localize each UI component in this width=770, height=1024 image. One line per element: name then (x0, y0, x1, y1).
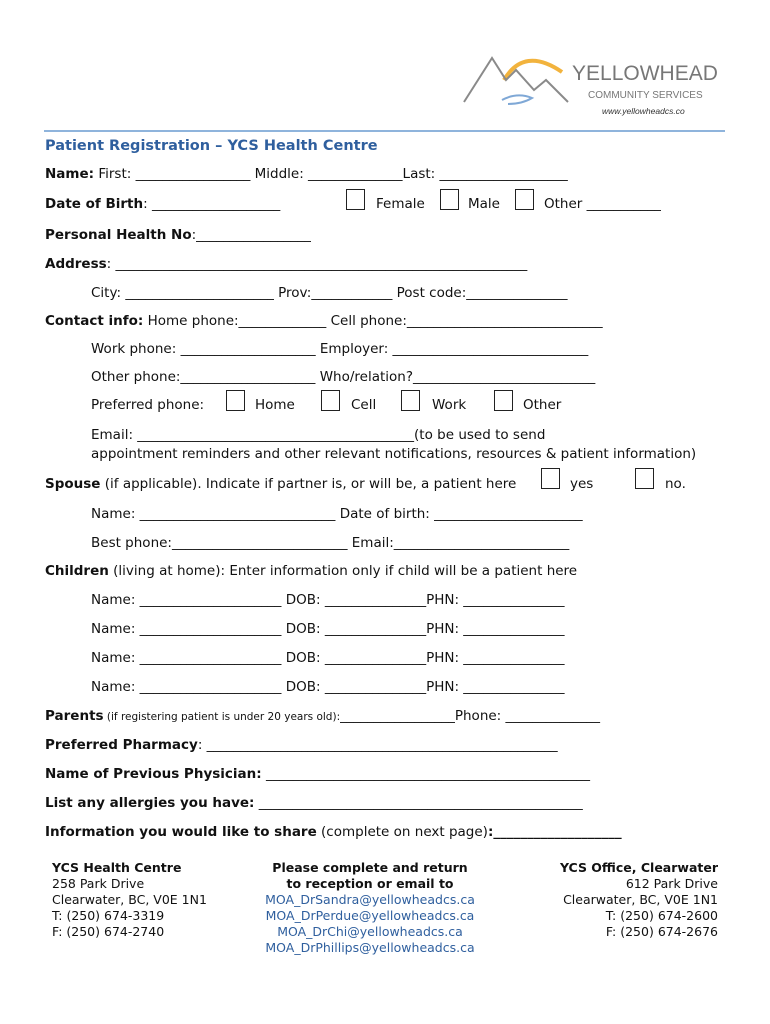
other-gender-checkbox[interactable] (515, 189, 534, 210)
male-label: Male (468, 196, 500, 212)
footer-right: YCS Office, Clearwater 612 Park Drive Clearwater, BC, V0E 1N1 T: (250) 674-2600 F: (250) 674-2676 (520, 860, 718, 940)
contact-line: Contact info: Home phone:_____________ Cell phone:_____________________________ (45, 313, 603, 329)
pharmacy-line: Preferred Pharmacy: ____________________________________________________ (45, 737, 558, 753)
allergies-line: List any allergies you have: ________________________________________________ (45, 795, 583, 811)
email-link-sandra[interactable]: MOA_DrSandra@yellowheadcs.ca (265, 892, 475, 907)
child-row: Name: _____________________ DOB: _______________PHN: _______________ (91, 650, 565, 666)
spouse-no-checkbox[interactable] (635, 468, 654, 489)
other-phone-line: Other phone:____________________ Who/relation?___________________________ (91, 369, 596, 385)
footer-right-title: YCS Office, Clearwater (559, 860, 718, 875)
info-line: Information you would like to share (complete on next page):___________________ (45, 824, 622, 840)
preferred-cell-checkbox[interactable] (321, 390, 340, 411)
spouse-name-line: Name: _____________________________ Date of birth: ______________________ (91, 506, 583, 522)
preferred-work-checkbox[interactable] (401, 390, 420, 411)
parents-line: Parents (if registering patient is under 20 years old):_________________Phone: ______________ (45, 708, 601, 724)
logo-name: YELLOWHEAD (572, 62, 718, 85)
preferred-work-label: Work (432, 397, 467, 413)
mountain-logo-icon (462, 50, 572, 110)
preferred-home-checkbox[interactable] (226, 390, 245, 411)
spouse-line: Spouse (if applicable). Indicate if partner is, or will be, a patient here (45, 476, 517, 492)
city-line: City: ______________________ Prov:____________ Post code:_______________ (91, 285, 568, 301)
spouse-phone-line: Best phone:__________________________ Email:__________________________ (91, 535, 570, 551)
children-line: Children (living at home): Enter information only if child will be a patient here (45, 563, 578, 579)
child-row: Name: _____________________ DOB: _______________PHN: _______________ (91, 679, 565, 695)
email-line: Email: _________________________________________(to be used to send (91, 427, 546, 443)
footer-middle: Please complete and return to reception or email to MOA_DrSandra@yellowheadcs.ca MOA_DrPerdue@yellowheadcs.ca MOA_DrChi@yellowheadcs.ca MOA_DrPhillips@yellowheadcs.ca (250, 860, 490, 956)
preferred-home-label: Home (255, 397, 295, 413)
email-link-phillips[interactable]: MOA_DrPhillips@yellowheadcs.ca (265, 940, 475, 955)
page-title: Patient Registration – YCS Health Centre (45, 138, 378, 154)
female-checkbox[interactable] (346, 189, 365, 210)
email-link-perdue[interactable]: MOA_DrPerdue@yellowheadcs.ca (265, 908, 475, 923)
child-row: Name: _____________________ DOB: _______________PHN: _______________ (91, 621, 565, 637)
preferred-other-label: Other (523, 397, 562, 413)
work-line: Work phone: ____________________ Employer: _____________________________ (91, 341, 589, 357)
male-checkbox[interactable] (440, 189, 459, 210)
email-note: appointment reminders and other relevant notifications, resources & patient information) (91, 446, 697, 462)
dob-line: Date of Birth: ___________________ (45, 196, 281, 212)
child-row: Name: _____________________ DOB: _______________PHN: _______________ (91, 592, 565, 608)
other-gender-label: Other ___________ (544, 196, 661, 212)
logo (462, 48, 727, 120)
footer-left: YCS Health Centre 258 Park Drive Clearwater, BC, V0E 1N1 T: (250) 674-3319 F: (250) 674-2740 (52, 860, 207, 939)
female-label: Female (376, 196, 425, 212)
spouse-yes-checkbox[interactable] (541, 468, 560, 489)
header-rule (44, 130, 725, 132)
preferred-other-checkbox[interactable] (494, 390, 513, 411)
spouse-no-label: no. (665, 476, 686, 492)
preferred-cell-label: Cell (351, 397, 377, 413)
phn-line: Personal Health No:_________________ (45, 227, 311, 243)
preferred-phone-label: Preferred phone: (91, 397, 205, 413)
name-line: Name: First: _________________ Middle: ______________Last: ___________________ (45, 166, 568, 182)
email-link-chi[interactable]: MOA_DrChi@yellowheadcs.ca (277, 924, 463, 939)
address-line: Address: _____________________________________________________________ (45, 256, 528, 272)
spouse-yes-label: yes (570, 476, 594, 492)
physician-line: Name of Previous Physician: ________________________________________________ (45, 766, 590, 782)
logo-url: www.yellowheadcs.co (602, 106, 685, 116)
footer-left-title: YCS Health Centre (52, 860, 182, 875)
logo-subtitle: COMMUNITY SERVICES (588, 90, 703, 101)
